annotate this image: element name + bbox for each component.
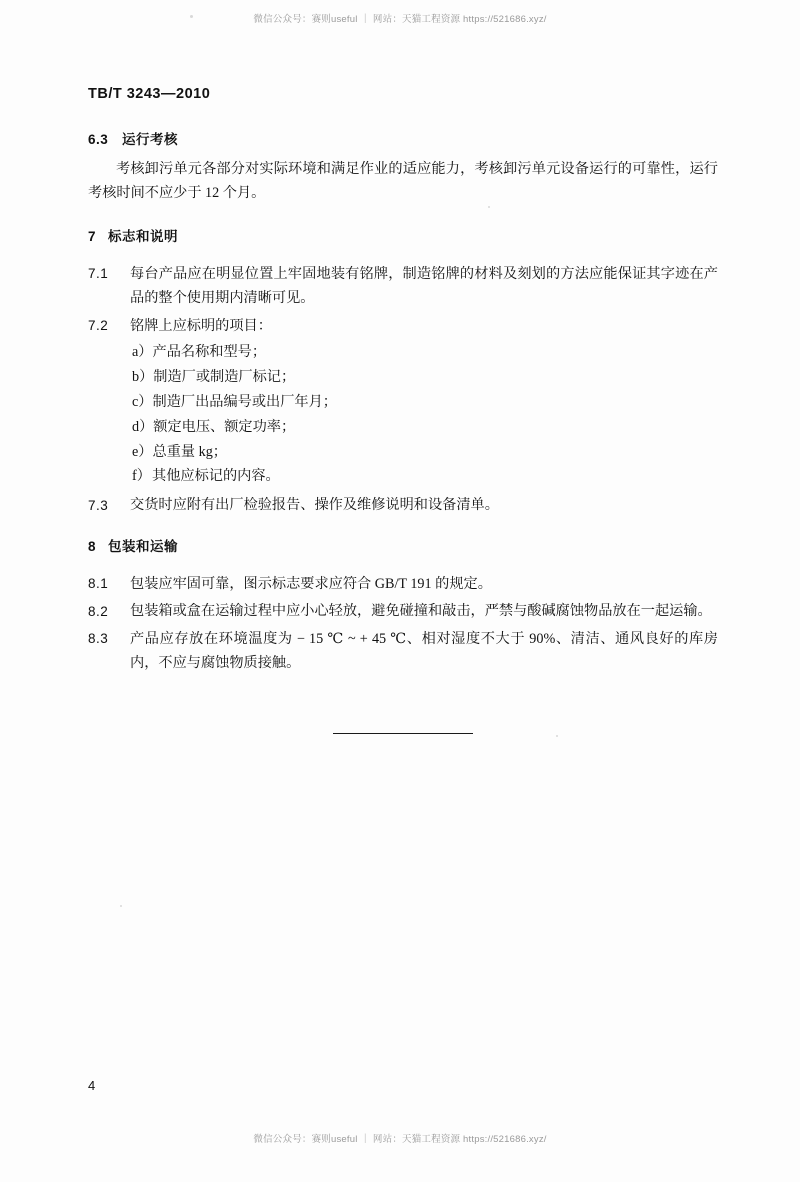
clause-text-7-1: 每台产品应在明显位置上牢固地装有铭牌，制造铭牌的材料及刻划的方法应能保证其字迹在产品的整个使用期内清晰可见。 — [130, 265, 718, 307]
clause-label-8-1: 8.1 — [88, 576, 109, 592]
spacer — [88, 211, 718, 225]
list-text: 产品名称和型号； — [152, 344, 267, 361]
clause-text-8-2: 包装箱或盒在运输过程中应小心轻放，避免碰撞和敲击，严禁与酸碱腐蚀物品放在一起运输。 — [130, 603, 712, 620]
clause-text-7-3: 交货时应附有出厂检验报告、操作及维修说明和设备清单。 — [130, 497, 499, 514]
list-item — [88, 391, 718, 415]
clause-text-7-2: 铭牌上应标明的项目： — [130, 317, 272, 334]
list-marker: b） — [132, 368, 154, 385]
list-marker: a） — [132, 344, 153, 361]
list-item — [88, 465, 718, 489]
list-item — [88, 441, 718, 465]
scan-speck — [120, 905, 122, 907]
clause-label-7-3: 7.3 — [88, 497, 109, 513]
clause-8-2 — [88, 599, 718, 623]
list-marker: f） — [132, 468, 151, 485]
spacer — [88, 564, 718, 572]
section-number-8: 8 — [88, 538, 97, 554]
scan-speck — [488, 206, 490, 208]
end-rule-container — [88, 721, 718, 739]
clause-7-3 — [88, 493, 718, 517]
list-text: 制造厂出品编号或出厂年月； — [152, 393, 337, 410]
clause-7-2 — [88, 314, 718, 338]
clause-label-7-2: 7.2 — [88, 318, 109, 334]
clause-label-7-1: 7.1 — [88, 266, 109, 282]
list-item — [88, 341, 718, 365]
section-heading-8 — [88, 535, 718, 555]
list-marker: c） — [132, 393, 153, 410]
spacer — [88, 521, 718, 535]
list-text: 其他应标记的内容。 — [152, 468, 280, 485]
clause-7-1 — [88, 262, 718, 311]
section-title-6-3: 运行考核 — [122, 132, 178, 147]
paragraph-6-3: 考核卸污单元各部分对实际环境和满足作业的适应能力，考核卸污单元设备运行的可靠性，运行考核时间不应少于 12 个月。 — [88, 161, 718, 202]
watermark-top: 微信公众号：赛则useful ｜ 网站：天猫工程资源 https://521686.xyz/ — [253, 14, 547, 25]
clause-8-3 — [88, 627, 718, 676]
clause-label-8-3: 8.3 — [88, 631, 109, 647]
standard-number: TB/T 3243—2010 — [88, 86, 211, 102]
list-text: 额定电压、额定功率； — [153, 418, 296, 435]
watermark-bottom: 微信公众号：赛则useful ｜ 网站：天猫工程资源 https://521686.xyz/ — [253, 1134, 547, 1145]
document-content — [88, 86, 718, 739]
list-item — [88, 366, 718, 390]
list-item — [88, 416, 718, 440]
clause-label-8-2: 8.2 — [88, 603, 109, 619]
section-heading-6-3 — [88, 128, 718, 148]
page-number: 4 — [88, 1078, 96, 1093]
list-marker: e） — [132, 443, 153, 460]
clause-8-1 — [88, 572, 718, 596]
list-text: 制造厂或制造厂标记； — [153, 368, 296, 385]
list-text: 总重量 kg； — [152, 443, 227, 460]
scan-speck — [556, 735, 558, 737]
spacer — [88, 254, 718, 262]
section-title-7: 标志和说明 — [108, 228, 178, 244]
section-number-6-3: 6.3 — [88, 132, 109, 147]
section-heading-7 — [88, 225, 718, 245]
section-title-8: 包装和运输 — [108, 538, 178, 554]
section-number-7: 7 — [88, 228, 97, 244]
clause-text-8-3: 产品应存放在环境温度为 − 15 ℃ ~ + 45 ℃、相对湿度不大于 90%、清洁、通风良好的库房内，不应与腐蚀物质接触。 — [130, 630, 718, 671]
scan-speck — [190, 15, 193, 18]
list-marker: d） — [132, 418, 154, 435]
clause-7-2-list — [88, 341, 718, 489]
end-of-text-rule — [333, 733, 473, 734]
clause-text-8-1: 包装应牢固可靠，图示标志要求应符合 GB/T 191 的规定。 — [130, 575, 492, 592]
